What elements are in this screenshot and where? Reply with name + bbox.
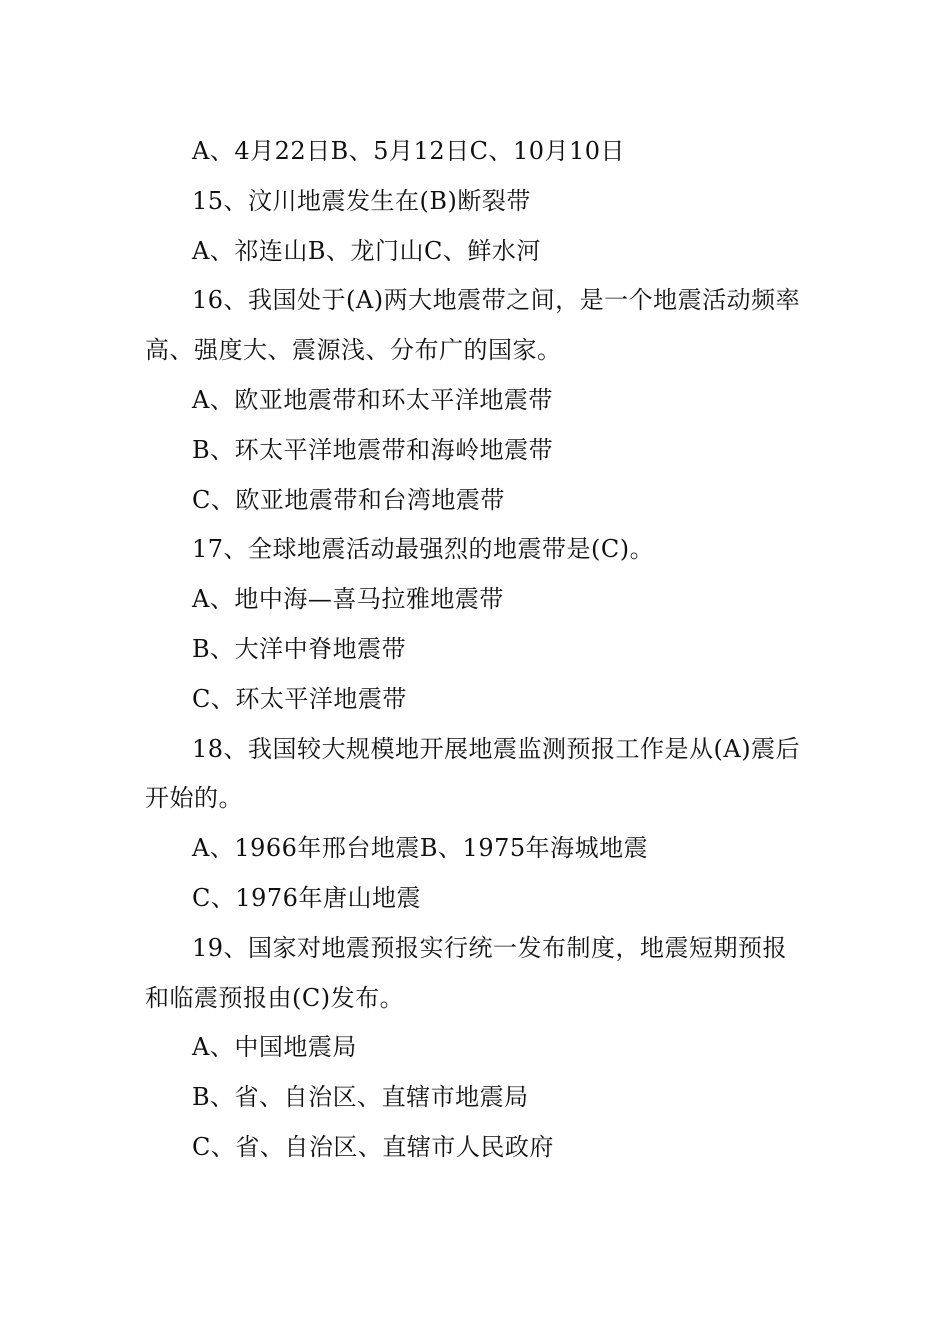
option-line: C、省、自治区、直辖市人民政府	[192, 1132, 554, 1161]
text-line: 开始的。	[145, 784, 243, 813]
question-line: 17、全球地震活动最强烈的地震带是(C)。	[192, 535, 655, 564]
option-line: C、环太平洋地震带	[192, 684, 407, 713]
question-line: 15、汶川地震发生在(B)断裂带	[192, 186, 531, 215]
option-line: C、欧亚地震带和台湾地震带	[192, 485, 505, 514]
option-line: A、地中海—喜马拉雅地震带	[192, 585, 504, 614]
option-line: B、省、自治区、直辖市地震局	[192, 1083, 529, 1112]
option-line: C、1976年唐山地震	[192, 883, 421, 912]
question-line: 18、我国较大规模地开展地震监测预报工作是从(A)震后	[192, 734, 801, 763]
question-line: 19、国家对地震预报实行统一发布制度，地震短期预报	[192, 933, 788, 962]
text-line: 和临震预报由(C)发布。	[145, 983, 405, 1012]
text-line: A、祁连山B、龙门山C、鲜水河	[192, 236, 541, 265]
option-line: A、1966年邢台地震B、1975年海城地震	[192, 834, 649, 863]
option-line: A、中国地震局	[192, 1033, 357, 1062]
text-line: 高、强度大、震源浅、分布广的国家。	[145, 336, 562, 365]
option-line: B、大洋中脊地震带	[192, 634, 407, 663]
option-line: B、环太平洋地震带和海岭地震带	[192, 435, 554, 464]
option-line: A、欧亚地震带和环太平洋地震带	[192, 385, 553, 414]
text-line: A、4月22日B、5月12日C、10月10日	[192, 137, 626, 165]
question-line: 16、我国处于(A)两大地震带之间，是一个地震活动频率	[192, 286, 801, 315]
